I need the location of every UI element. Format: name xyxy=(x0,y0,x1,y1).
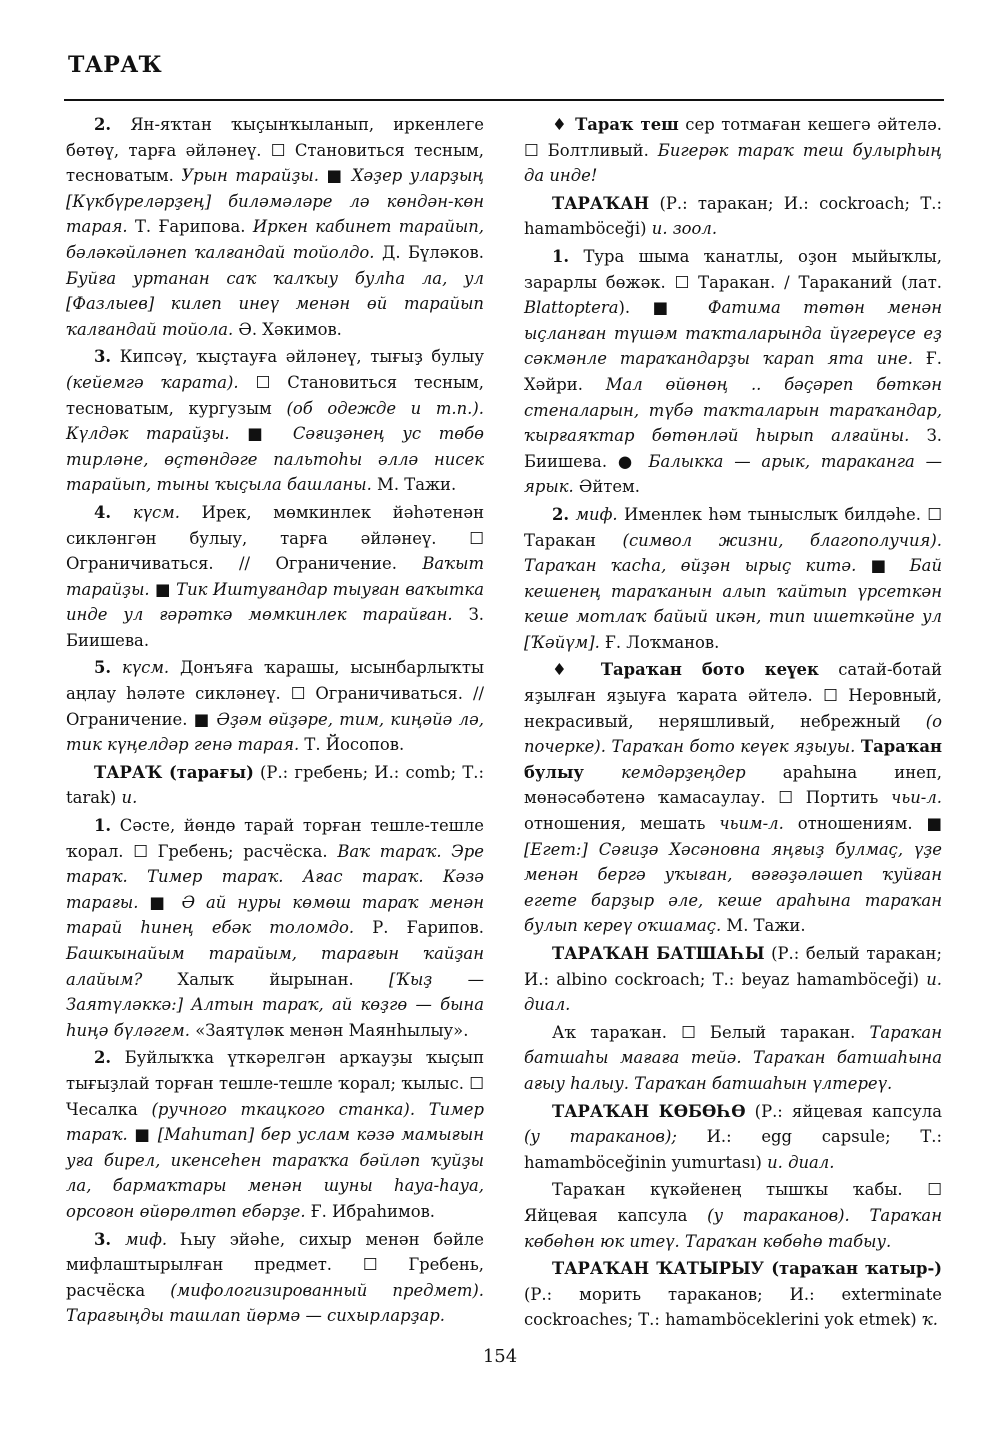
proverb-text: Балыкка — арык, тараканга — ярык. xyxy=(524,451,942,497)
sense-paragraph xyxy=(66,112,484,342)
left-column xyxy=(66,112,484,1331)
example-text: (символ жизни, благополучия). Тараҡан ҡасһа, өйҙән ырыҫ китә. xyxy=(524,530,942,576)
example-text: (кейемгә ҡарата). xyxy=(66,372,239,392)
translations: (Р.: таракан; И.: cockroach; Т.: hamamböceği) xyxy=(524,193,942,239)
example-text: Тик Иштуғандар тыуған ваҡытка инде ул ғәрәткә мөмкинлек тарайған. xyxy=(66,579,484,625)
headword: ТАРАҠАН БАТШАҺЫ xyxy=(552,944,765,963)
headword-entry xyxy=(524,191,942,242)
example-text: Бигерәк тараҡ теш булырһың да инде! xyxy=(524,140,942,186)
label-text: күсм. xyxy=(111,658,170,678)
example-text: (о почерке). Тараҡан бото кеүек яҙыуы. xyxy=(524,711,942,757)
definition-text: ■ xyxy=(127,1125,158,1145)
example-text: Ваҡыт тарайҙы. xyxy=(66,554,484,599)
running-head: ТАРАҠ xyxy=(68,52,163,78)
headword-entry xyxy=(524,941,942,1018)
definition-text: сатай-ботай яҙылған яҙыуға ҡарата әйтелә. ☐ Неровный, некрасивый, неряшливый, небрежный xyxy=(524,660,943,731)
label-text: чьим-л. xyxy=(719,814,784,834)
definition-text: отношениям. ■ xyxy=(783,814,942,834)
header-rule xyxy=(64,99,944,101)
definition-text: араһына инеп, мөнәсәбәтенә ҡамасаулау. ☐ Портить xyxy=(524,762,942,808)
author-text: Халыҡ йырынан. xyxy=(142,969,390,989)
sense-number: 3. xyxy=(94,1229,112,1249)
author-text: М. Тажи. xyxy=(721,916,806,936)
translations: (Р.: яйцевая капсула xyxy=(745,1101,942,1121)
sense-paragraph xyxy=(524,244,942,500)
translations: (Р.: гребень; И.: comb; Т.: tarak) xyxy=(66,762,484,808)
idiom-entry xyxy=(524,112,942,189)
definition-text: Тараҡан күкәйенең тышҡы ҡабы. ☐ Яйцевая капсула xyxy=(524,1180,942,1225)
definition-text: Һыу эйәһе, сихыр менән бәйле мифлаштырылған предмет. ☐ Гребень, расчёска xyxy=(66,1229,484,1300)
pos-label: и. диал. xyxy=(524,969,942,1015)
author-text: Т. Ғарипова. xyxy=(127,217,253,237)
idiom-headword: Тараҡан булыу xyxy=(524,737,942,782)
latin-name: Blattoptera xyxy=(524,298,619,318)
example-text: Мал өйөнөң .. бәҫәреп бөткән стеналарын, түбә таҡталарын тараҡандар, ҡырғаяҡтар бөтөнләй һырып алғайны. xyxy=(524,374,942,446)
headword-entry xyxy=(66,760,484,811)
author-text: Ғ. Ибраһимов. xyxy=(305,1201,436,1221)
definition-text: ■ xyxy=(856,556,910,576)
definition-text: сер тотмаған кешегә әйтелә. ☐ Болтливый. xyxy=(524,115,942,160)
sense-number: 5. xyxy=(94,658,112,678)
example-text: [Егет:] Сәғиҙә Хәсәновна яңғыҙ булмаҫ, үҙе менән бергә уҡыған, вәғәҙәләшеп ҡуйған егете барҙыр әле, кеше араһына тараҡан булып кереү оҡшамаҫ. xyxy=(524,839,942,936)
definition-text: ). ■ xyxy=(618,298,708,318)
example-text: Фатима төтөн менән ыҫланған түшәм таҡталарында йүгереүсе еҙ сәкмәнле тараҡандарҙы ҡарап ята ине. xyxy=(524,298,942,369)
example-text: Башкынайым тарайым, тарағын ҡайҙан алайым? xyxy=(66,944,484,989)
author-text: М. Тажи. xyxy=(371,475,457,495)
definition-text: Ян-яҡтан ҡыҫынҡыланып, иркенлеге бөтөү, тарға әйләнеү. ☐ Становиться тесным, тесноватым. xyxy=(66,115,484,186)
definition-text: ■ xyxy=(149,579,177,599)
definition-text: Ирек, мөмкинлек йәһәтенән сикләнгән булыу, тарға әйләнеү. ☐ Ограничиваться. // Ограничение. xyxy=(66,502,484,574)
pos-label: ҡ. xyxy=(921,1310,938,1330)
sense-number: 2. xyxy=(94,115,112,134)
sense-paragraph xyxy=(66,1227,484,1329)
sense-paragraph xyxy=(66,655,484,757)
headword: ТАРАҠАН КӨБӨҺӨ xyxy=(552,1101,746,1121)
sense-paragraph xyxy=(524,502,942,656)
idiom-entry xyxy=(524,657,942,939)
definition-text: ■ xyxy=(318,166,352,186)
example-text: (у тараканов). Тараҡан көбөһөн юк итеү. Тараҡан көбөһө табыу. xyxy=(524,1205,942,1251)
idiom-headword: ♦ Тараҡ теш xyxy=(552,115,679,134)
translations: (Р.: белый таракан; И.: albino cockroach; Т.: beyaz hamamböceği) xyxy=(524,944,942,989)
definition-text: Донъяға ҡарашы, ысынбарлыҡты аңлау һәләте сикләнеү. ☐ Ограничиваться. // Ограничение. ■ xyxy=(66,658,484,729)
author-text: Ғ. Хәйри. xyxy=(524,349,942,394)
pos-label: и. диал. xyxy=(767,1152,835,1172)
definition-text: Буйлыҡҡа үткәрелгән арҡауҙы ҡыҫып тығыҙлай торған тешле-тешле ҡорал; ҡылыс. ☐ Чесалка xyxy=(66,1048,484,1119)
sense-number: 4. xyxy=(94,502,112,522)
author-text: Ә. Хәкимов. xyxy=(233,319,342,339)
sense-paragraph xyxy=(66,813,484,1043)
idiom-headword: ♦ Тараҡан бото кеүек xyxy=(552,660,819,680)
definition-text: отношения, мешать xyxy=(524,814,720,834)
definition-text: Аҡ тараҡан. ☐ Белый таракан. xyxy=(552,1022,870,1042)
translations: И.: egg capsule; Т.: hamamböceğinin yumurtası) xyxy=(524,1127,943,1172)
headword-entry xyxy=(524,1099,942,1176)
sense-number: 2. xyxy=(552,504,570,524)
sense-paragraph xyxy=(524,1020,942,1097)
label-text: чьи-л. xyxy=(891,788,942,808)
example-text: [Маһитап] бер услам кәзә мамығын уға бирел, икенсеһен тараҡҡа бәйләп ҡуйҙы ла, бармаҡтары менән шуны һауа-һауа, орсоғон өйөрөлтөп ебәрҙе. xyxy=(66,1125,484,1221)
sense-paragraph xyxy=(66,344,484,498)
definition-text: Именлек һәм тыныслыҡ билдәһе. ☐ Таракан xyxy=(524,504,942,550)
author-text: Д. Бүләков. xyxy=(374,242,484,262)
example-text: Әҙәм өйҙәре, тим, киңәйә лә, тик күңелдәр генә тарая. xyxy=(66,709,485,755)
example-text: Хәҙер уларҙың [Күкбүреләрҙең] биләмәләре лә көндән-көн тарая. xyxy=(66,166,484,237)
headword: ТАРАҠАН ҠАТЫРЫУ (тараҡан ҡатыр-) xyxy=(552,1259,942,1279)
author-text: З. Биишева. ● xyxy=(524,426,942,471)
author-text: Т. Йосопов. xyxy=(299,735,405,755)
example-text: (ручного ткацкого станка). Тимер тараҡ. xyxy=(66,1099,485,1145)
sense-paragraph xyxy=(66,1045,484,1224)
sense-paragraph xyxy=(524,1177,942,1254)
headword: ТАРАҠАН xyxy=(552,193,650,213)
author-text: Р. Ғарипов. xyxy=(354,918,484,938)
definition-text: Кипсәү, ҡыҫтауға әйләнеү, тығыҙ булыу xyxy=(111,347,484,367)
example-text: [Ҡыҙ — Заятүләккә:] Алтын тараҡ, ай көҙгө — бына һиңә бүләгем. xyxy=(66,969,484,1040)
sense-paragraph xyxy=(66,500,484,654)
label-text: күсм. xyxy=(111,502,180,522)
label-text: миф. xyxy=(111,1229,168,1249)
author-text: «Заятүләк менән Маянһылыу». xyxy=(189,1020,469,1040)
label-text: кемдәрҙеңдер xyxy=(583,762,746,782)
example-text: Ә ай нуры көмөш тараҡ менән тарай һинең ебәк толомдо. xyxy=(66,892,484,938)
author-text: З. Биишева. xyxy=(66,605,484,650)
example-text: Бай кешенең тараҡанын алып ҡайтып үрсеткән кеше мотлаҡ байый икән, тип ишеткәйне ул [Ҡәйүм]. xyxy=(524,556,942,652)
author-text: Әйтем. xyxy=(573,477,641,497)
sense-number: 2. xyxy=(94,1048,112,1068)
example-text: (мифологизированный предмет). Тарағыңды ташлап йөрмә — сихырларҙар. xyxy=(66,1280,484,1326)
example-text: Сәғиҙәнең ус төбө тирләне, өҫтөндәге пальтоһы әллә нисек тарайып, тыны ҡыҫыла башланы. xyxy=(66,424,484,495)
label-text: миф. xyxy=(569,504,618,524)
example-text: (об одежде и т.п.). Күлдәк тарайҙы. xyxy=(66,398,484,444)
definition-text: ■ xyxy=(138,892,182,912)
pos-label: и. xyxy=(121,788,138,808)
example-text: Иркен кабинет тарайып, бәләкәйләнеп ҡалғандай тойолдо. xyxy=(66,217,484,262)
headword: ТАРАҠ (тарағы) xyxy=(94,762,254,782)
example-text: Урын тарайҙы. xyxy=(181,166,319,186)
label-text: (у тараканов); xyxy=(524,1127,677,1147)
definition-text: ■ xyxy=(229,424,293,444)
definition-text: ☐ Становиться тесным, тесноватым, кургузым xyxy=(66,372,484,418)
example-text: Буйға уртанан саҡ ҡалҡыу булһа ла, ул [Фазлыев] килеп инеү менән өй тарайып ҡалғандай тойола. xyxy=(66,268,484,339)
translations: (Р.: морить тараканов; И.: exterminate cockroaches; Т.: hamamböceklerini yok etmek) xyxy=(524,1284,942,1330)
example-text: Ваҡ тараҡ. Эре тараҡ. Тимер тараҡ. Ағас тараҡ. Кәзә тарағы. xyxy=(66,841,484,912)
sense-number: 1. xyxy=(552,246,570,266)
headword-entry xyxy=(524,1256,942,1333)
example-text: Тараҡан батшаһы мағаға тейә. Тараҡан батшаһына ағыу һалыу. Тараҡан батшаһын үлтереү. xyxy=(524,1022,942,1093)
right-column xyxy=(524,112,942,1335)
sense-number: 1. xyxy=(94,816,112,836)
author-text: Ғ. Лоҡманов. xyxy=(599,632,720,652)
sense-number: 3. xyxy=(94,347,112,367)
definition-text: Сәсте, йөндө тарай торған тешле-тешле ҡорал. ☐ Гребень; расчёска. xyxy=(66,816,484,861)
page-number: 154 xyxy=(482,1346,518,1367)
definition-text: Тура шыма ҡанатлы, оҙон мыйыҡлы, зарарлы бөжәк. ☐ Таракан. / Тараканий (лат. xyxy=(524,246,942,292)
pos-label: и. зоол. xyxy=(651,219,718,239)
